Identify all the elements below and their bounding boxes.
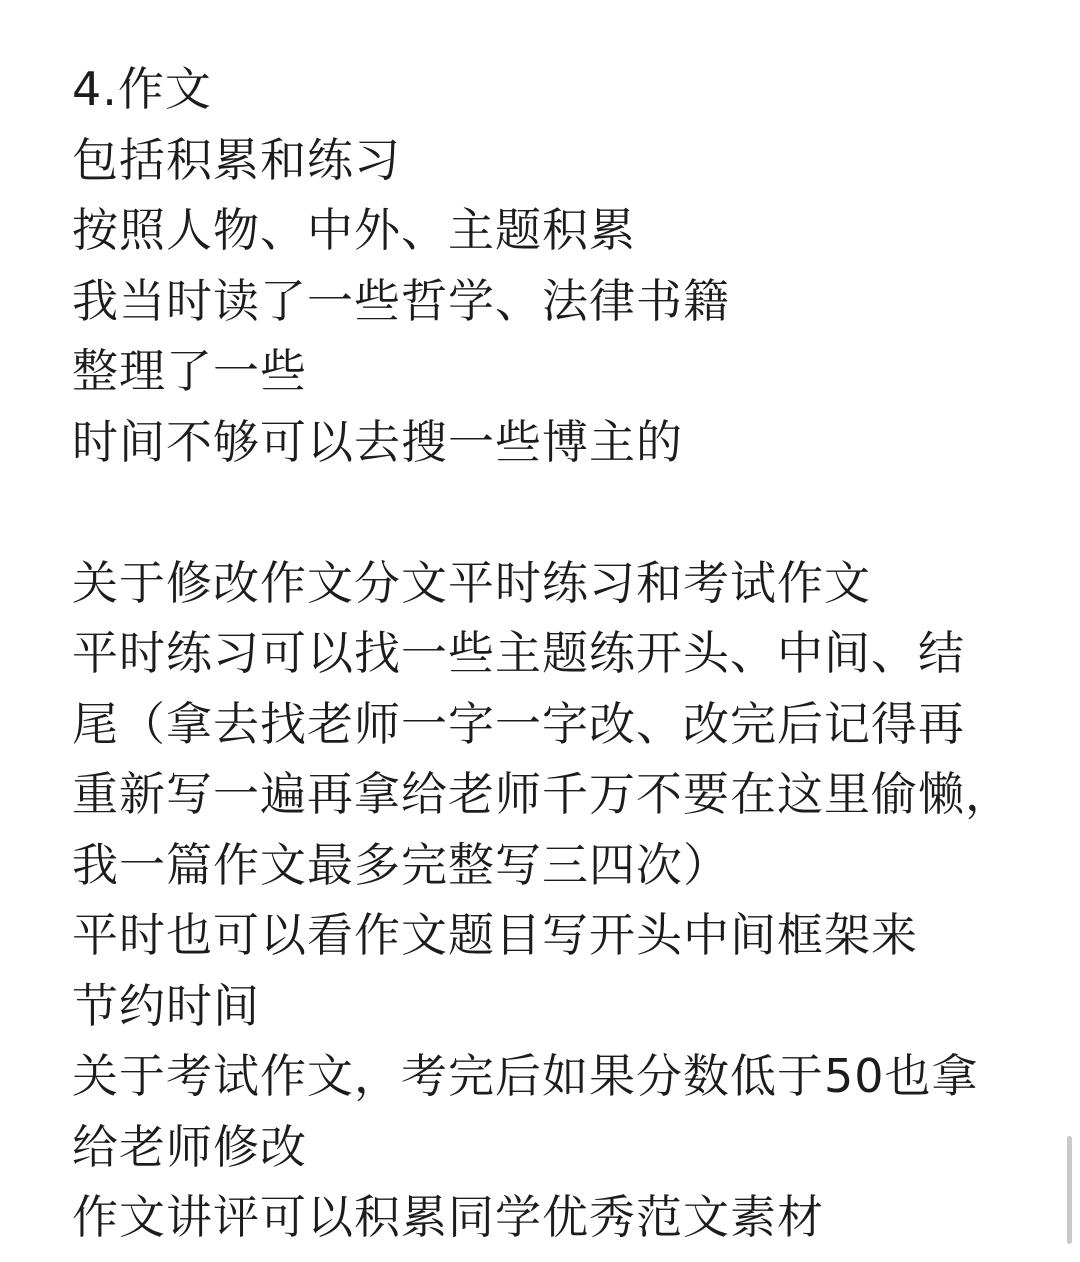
vertical-scrollbar[interactable] [1067,1136,1072,1244]
note-line: 给老师修改 [72,1119,307,1174]
note-line: 按照人物、中外、主题积累 [72,203,636,257]
note-line: 我一篇作文最多完整写三四次） [72,837,730,892]
note-line: 整理了一些 [72,344,307,398]
note-line: 平时练习可以找一些主题练开头、中间、结 [72,626,965,680]
note-line: 作文讲评可以积累同学优秀范文素材 [72,1190,824,1244]
note-line: 关于考试作文，考完后如果分数低于50也拿 [72,1049,979,1103]
blank-line [72,477,1032,548]
note-line: 尾（拿去找老师一字一字改、改完后记得再 [72,696,965,751]
note-line: 平时也可以看作文题目写开头中间框架来 [72,908,918,962]
note-line: 包括积累和练习 [72,132,401,187]
note-line: 节约时间 [72,978,260,1033]
note-line-heading: 4.作文 [72,62,212,116]
note-line: 时间不够可以去搜一些博主的 [72,414,683,469]
note-line: 重新写一遍再拿给老师千万不要在这里偷懒， [72,767,1012,821]
note-body [72,54,1032,1253]
note-line: 我当时读了一些哲学、法律书籍 [72,273,730,328]
note-line: 关于修改作文分文平时练习和考试作文 [72,555,871,610]
